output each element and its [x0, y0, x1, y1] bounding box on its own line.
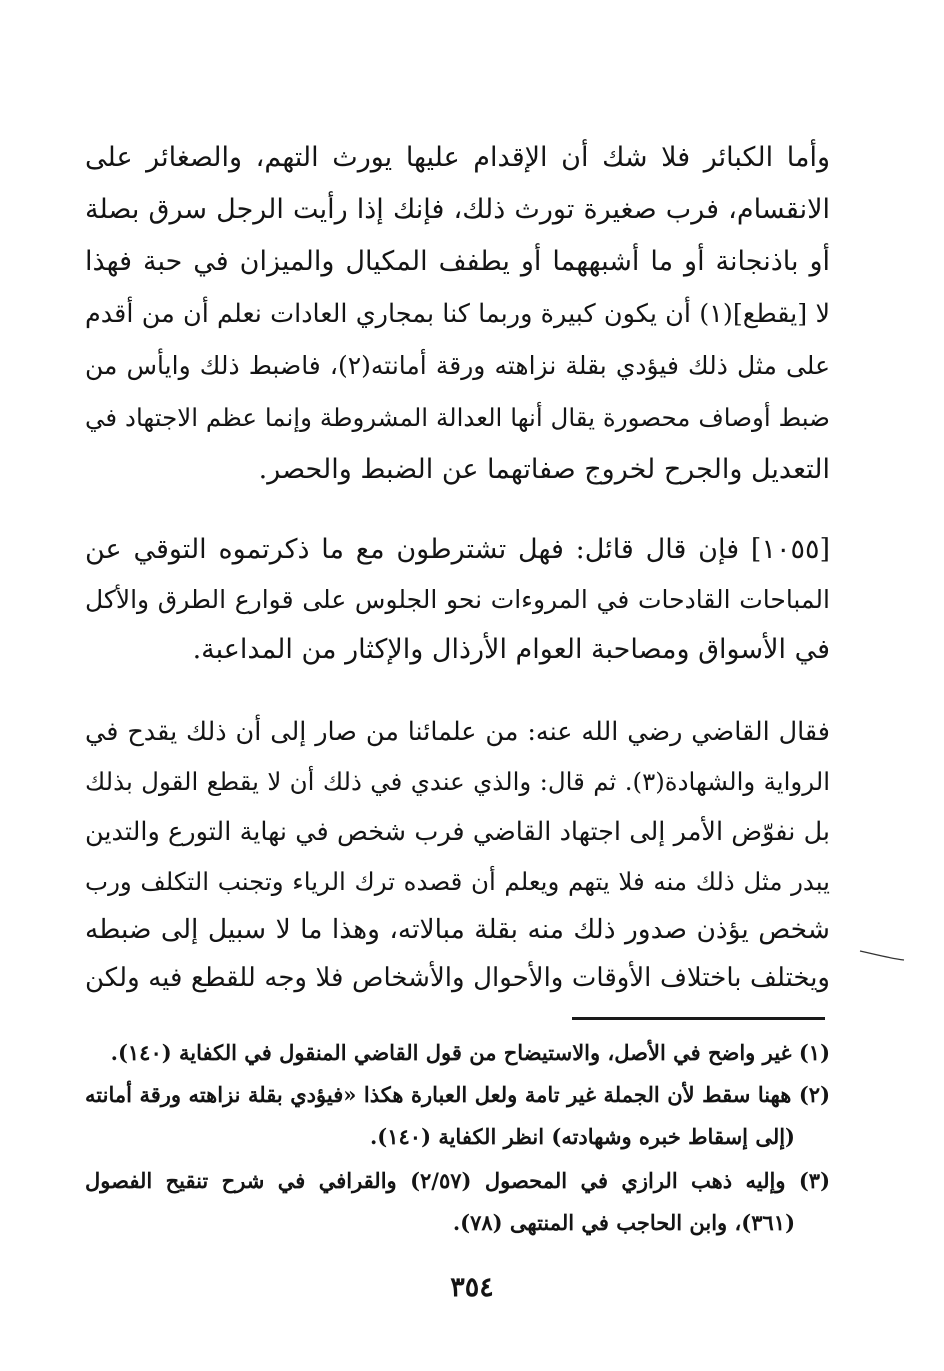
- body-line: لا [يقطع](١) أن يكون كبيرة وربما كنا بمجاري العادات نعلم أن من أقدم: [85, 299, 830, 329]
- footnote-1: (١) غير واضح في الأصل، والاستيضاح من قول القاضي المنقول في الكفاية (١٤٠).: [110, 1040, 830, 1065]
- margin-pen-mark: [858, 948, 906, 962]
- body-line: [١٠٥٥] فإن قال قائل: فهل تشترطون مع ما ذكرتموه التوقي عن: [85, 534, 830, 565]
- body-line: وأما الكبائر فلا شك أن الإقدام عليها يورث التهم، والصغائر على: [85, 142, 830, 173]
- footnote-rule: [572, 1017, 825, 1020]
- body-line: بل نفوّض الأمر إلى اجتهاد القاضي فرب شخص في نهاية التورع والتدين: [85, 817, 830, 847]
- body-line: في الأسواق ومصاحبة العوام الأرذال والإكثار من المداعبة.: [192, 634, 830, 665]
- body-line: ويختلف باختلاف الأوقات والأحوال والأشخاص فلا وجه للقطع فيه ولكن: [85, 963, 830, 993]
- body-line: شخص يؤذن صدور ذلك منه بقلة مبالاته، وهذا ما لا سبيل إلى ضبطه: [85, 914, 830, 945]
- body-line: يبدر مثل ذلك منه فلا يتهم ويعلم أن قصده ترك الرياء وتجنب التكلف ورب: [85, 867, 830, 896]
- body-line: الانقسام، فرب صغيرة تورث ذلك، فإنك إذا رأيت الرجل سرق بصلة: [85, 194, 830, 225]
- body-line: فقال القاضي رضي الله عنه: من علمائنا من صار إلى أن ذلك يقدح في: [85, 717, 830, 747]
- body-line: على مثل ذلك فيؤدي بقلة نزاهته ورقة أمانته(٢)، فاضبط ذلك وايأس من: [85, 351, 830, 380]
- footnote-3-continued: (٣٦١)، وابن الحاجب في المنتهى (٧٨).: [452, 1210, 795, 1235]
- body-line: أو باذنجانة أو ما أشبههما أو يطفف المكيال والميزان في حبة فهذا: [85, 246, 830, 277]
- body-line: الرواية والشهادة(٣). ثم قال: والذي عندي في ذلك أن لا يقطع القول بذلك: [85, 767, 830, 796]
- footnote-2: (٢) ههنا سقط لأن الجملة غير تامة ولعل العبارة هكذا «فيؤدي بقلة نزاهته ورقة أمانته: [85, 1082, 830, 1107]
- body-line: المباحات القادحات في المروءات نحو الجلوس على قوارع الطرق والأكل: [85, 585, 830, 614]
- body-line: التعديل والجرح لخروج صفاتهما عن الضبط والحصر.: [258, 454, 830, 485]
- page-number: ٣٥٤: [450, 1272, 494, 1303]
- body-line: ضبط أوصاف محصورة يقال أنها العدالة المشروطة وإنما عظم الاجتهاد في: [85, 403, 830, 432]
- footnote-3: (٣) وإليه ذهب الرازي في المحصول (٢/٥٧) والقرافي في شرح تنقيح الفصول: [85, 1168, 831, 1193]
- footnote-2-continued: (إلى إسقاط خبره وشهادته) انظر الكفاية (١٤٠).: [369, 1124, 795, 1149]
